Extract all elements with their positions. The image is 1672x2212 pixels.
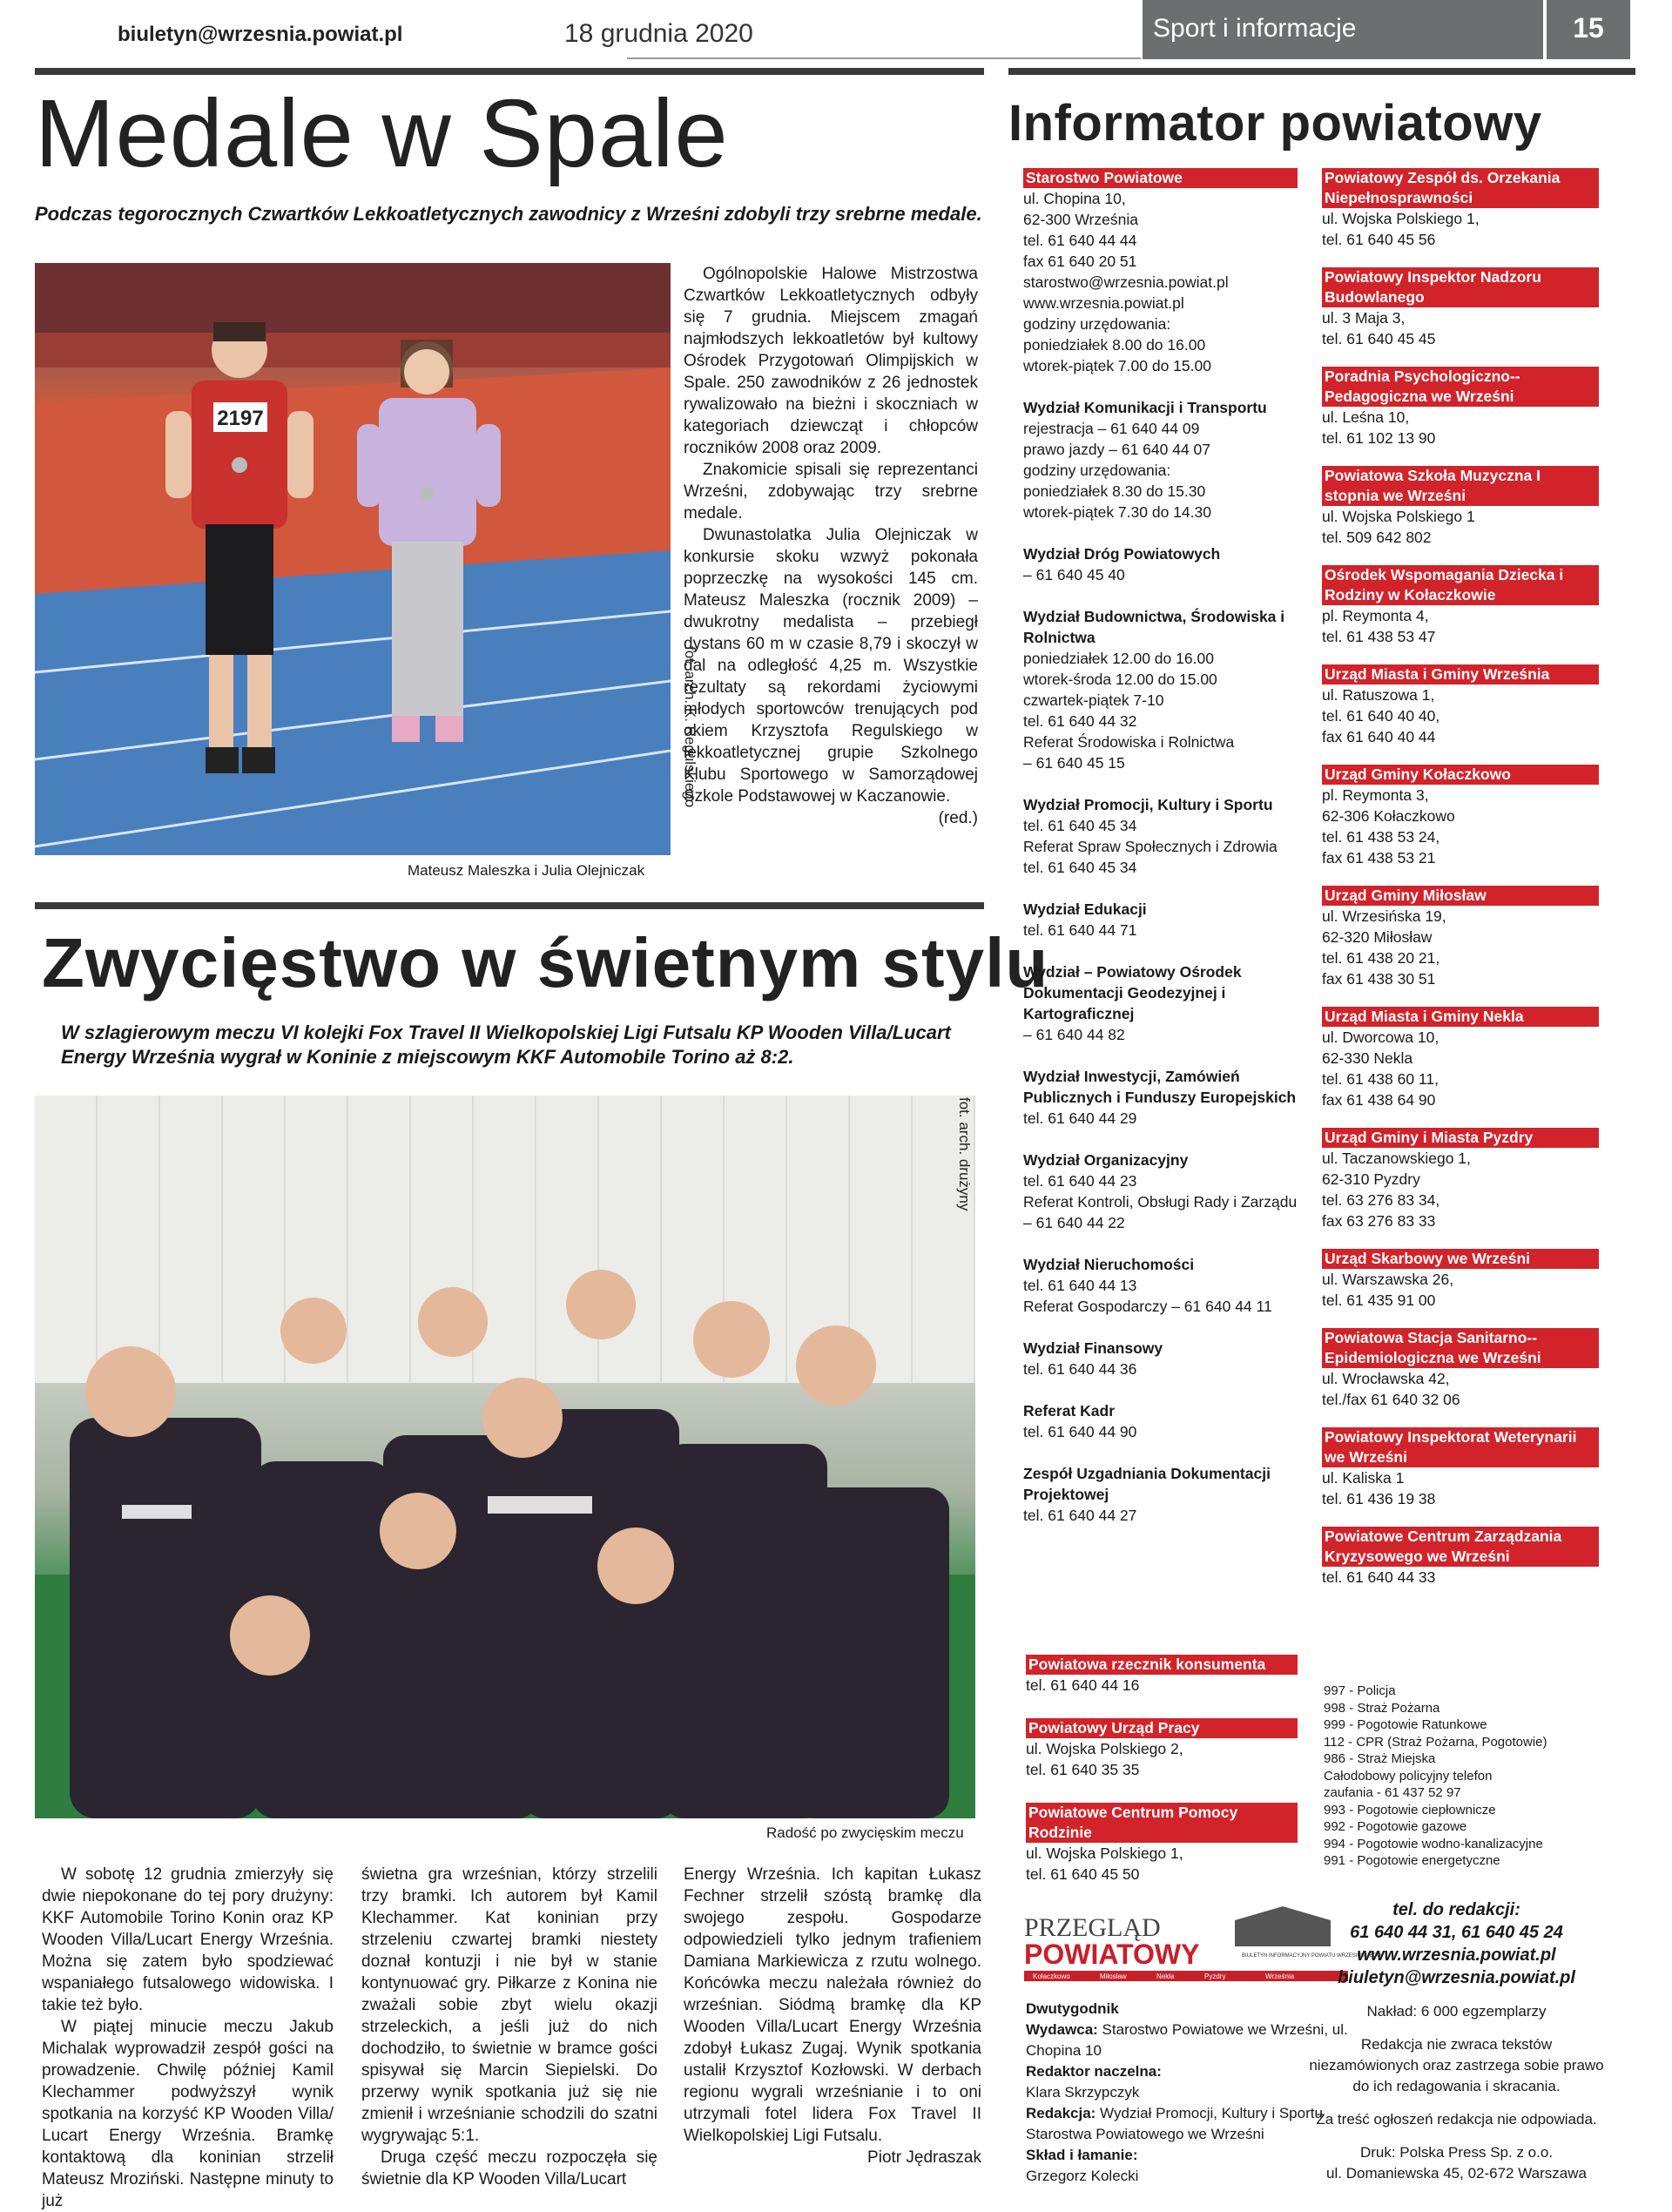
contact-phones: 61 640 44 31, 61 640 45 24 — [1350, 1923, 1563, 1942]
info-entry — [1023, 1400, 1298, 1442]
info-entry-heading: Ośrodek Wspomagania Dziecka i Rodziny w Kołaczkowie — [1322, 565, 1599, 605]
impressum-value: Starostwo Powiatowe we Wrześni, ul. Chopina 10 — [1026, 2021, 1348, 2059]
article-1-text — [684, 263, 978, 829]
paragraph: W piątej minucie meczu Jakub Michalak wyprowadził zespół gości na prowadzenie. Chwilę później Kamil Klechammer podwyższył wynik spotkania na korzyść KP Wooden Villa/ Lucart Energy Września. Bramkę kontaktową dla koninian strzelił Mateusz Mroziński. Następne minuty to już — [42, 2018, 334, 2210]
article-2-title: Zwycięstwo w świetnym stylu — [42, 924, 1049, 1001]
info-entry-heading: Starostwo Powiatowe — [1023, 168, 1298, 188]
info-entry — [1023, 397, 1298, 523]
info-entry-line: fax 61 438 53 21 — [1322, 849, 1436, 867]
info-entry-heading: Wydział Finansowy — [1023, 1339, 1163, 1357]
logo-town: Września — [1265, 1973, 1295, 1980]
info-entry-heading: Wydział Promocji, Kultury i Sportu — [1023, 796, 1273, 813]
info-entry-line: Referat Spraw Społecznych i Zdrowia — [1023, 838, 1278, 855]
contact-heading: tel. do redakcji: — [1392, 1900, 1520, 1919]
page-number: 15 — [1543, 0, 1630, 59]
info-entry-line: wtorek-piątek 7.30 do 14.30 — [1023, 503, 1211, 521]
info-entry-line: tel. 61 640 45 56 — [1322, 231, 1436, 248]
info-entry — [1322, 1328, 1599, 1410]
article-2-col-3 — [684, 1864, 981, 2168]
info-entry-line: ul. Wojska Polskiego 1 — [1322, 508, 1475, 525]
info-entry-line: tel. 61 640 44 71 — [1023, 921, 1137, 939]
info-entry-line: tel. 61 640 45 50 — [1026, 1865, 1140, 1883]
info-entry-line: tel. 61 640 44 29 — [1023, 1109, 1137, 1127]
info-entry-line: Referat Kontroli, Obsługi Rady i Zarządu – 61 640 44 22 — [1023, 1193, 1298, 1231]
info-entry-line: fax 61 640 40 44 — [1322, 728, 1436, 745]
emergency-number: Całodobowy policyjny telefon — [1324, 1768, 1493, 1784]
article-2-lead: W szlagierowym meczu VI kolejki Fox Travel II Wielkopolskiej Ligi Futsalu KP Wooden Villa/Lucart Energy Września wygrał w Koninie z miejscowym KKF Automobile Torino aż 8:2. — [61, 1022, 951, 1068]
info-entry-line: tel. 61 435 91 00 — [1322, 1291, 1436, 1309]
contact-email[interactable]: biuletyn@wrzesnia.powiat.pl — [1338, 1968, 1575, 1987]
article-rule — [35, 68, 984, 75]
info-entry-line: tel. 61 438 60 11, — [1322, 1070, 1439, 1088]
info-entry-line: 62-320 Miłosław — [1322, 928, 1433, 946]
info-entry-line: tel. 61 640 35 35 — [1026, 1761, 1140, 1778]
info-entry — [1023, 1338, 1298, 1379]
article-2-col-2 — [361, 1864, 657, 2190]
emergency-number: 992 - Pogotowie gazowe — [1324, 1819, 1467, 1834]
info-entry-line: tel. 61 438 53 24, — [1322, 828, 1440, 846]
info-entry-heading: Wydział Dróg Powiatowych — [1023, 545, 1221, 563]
przeglad-powiatowy-logo — [1017, 1905, 1381, 1983]
info-entry-line: tel. 61 438 20 21, — [1322, 949, 1440, 967]
info-entry-heading: Wydział Nieruchomości — [1023, 1256, 1195, 1273]
info-entry-line: tel. 61 640 44 32 — [1023, 712, 1137, 730]
article-1-body — [35, 263, 984, 890]
article-1-header — [35, 68, 984, 226]
emergency-number: 112 - CPR (Straż Pożarna, Pogotowie) — [1324, 1734, 1547, 1750]
info-entry-line: ul. Wojska Polskiego 1, — [1322, 210, 1480, 227]
info-entry-line: fax 61 640 20 51 — [1023, 253, 1137, 270]
info-entry-line: 62-310 Pyzdry — [1322, 1170, 1420, 1188]
impressum-value: Wydział Promocji, Kultury i Sportu Starostwa Powiatowego we Wrześni — [1026, 2105, 1323, 2142]
info-entry-heading: Wydział – Powiatowy Ośrodek Dokumentacji Geodezyjnej i Kartograficznej — [1023, 963, 1242, 1022]
info-entry-line: – 61 640 45 15 — [1023, 754, 1125, 772]
info-entry-heading: Urząd Miasta i Gminy Września — [1322, 664, 1599, 685]
informator-col-a2 — [1026, 1655, 1298, 1907]
section-label: Sport i informacje — [1143, 0, 1543, 59]
logo-town: Nekla — [1156, 1973, 1175, 1980]
info-entry-line: ul. 3 Maja 3, — [1322, 309, 1406, 327]
info-entry-line: tel. 61 640 44 23 — [1023, 1172, 1137, 1190]
info-entry-line: tel./fax 61 640 32 06 — [1322, 1391, 1460, 1408]
article-2-photo-credit: fot. arch. drużyny — [956, 1097, 973, 1211]
info-entry-line: www.wrzesnia.powiat.pl — [1023, 294, 1184, 312]
info-entry-line: tel. 509 642 802 — [1322, 529, 1432, 546]
paragraph: Druga część meczu rozpoczęła się świetnie dla KP Wooden Villa/Lucart — [361, 2148, 657, 2188]
info-entry — [1023, 543, 1298, 585]
bib-number: 2197 — [217, 407, 264, 430]
emergency-number: 991 - Pogotowie energetyczne — [1324, 1853, 1500, 1868]
impressum-line — [1026, 2166, 1348, 2187]
info-entry-line: tel. 61 640 44 27 — [1023, 1507, 1137, 1524]
article-2-col-1 — [42, 1864, 334, 2212]
circulation: Nakład: 6 000 egzemplarzy — [1366, 2003, 1547, 2020]
header-date: 18 grudnia 2020 — [564, 19, 753, 48]
info-entry-line: ul. Warszawska 26, — [1322, 1271, 1454, 1288]
impressum-line — [1026, 2103, 1348, 2145]
article-1-lead: Podczas tegorocznych Czwartków Lekkoatletycznych zawodnicy z Wrześni zdobyli trzy srebrne medale. — [35, 203, 982, 225]
paragraph: Ogólnopolskie Halowe Mistrzostwa Czwartków Lekkoatletycznych odbyły się 7 grudnia. Miejscem zmagań najmłodszych lekkoatletów był kultowy Ośrodek Przygotowań Olimpijskich w Spale. 250 zawodników z 26 jednostek rywalizowało na bieżni i skoczniach w kategoriach dziewcząt i chłopców roczników 2008 oraz 2009. — [684, 265, 978, 457]
info-entry-line: fax 63 276 83 33 — [1322, 1212, 1436, 1230]
info-entry-heading: Powiatowa Szkoła Muzyczna I stopnia we Wrześni — [1322, 466, 1599, 506]
info-entry — [1026, 1803, 1298, 1885]
info-entry — [1322, 565, 1599, 647]
info-entry-line: tel. 61 640 44 33 — [1322, 1568, 1436, 1586]
info-entry-heading: Urząd Gminy Miłosław — [1322, 886, 1599, 906]
impressum-line — [1026, 1999, 1348, 2020]
emergency-number: 997 - Policja — [1324, 1683, 1396, 1698]
printer-1: Druk: Polska Press Sp. z o.o. — [1359, 2144, 1554, 2161]
info-entry-line: godziny urzędowania: — [1023, 462, 1171, 479]
info-entry — [1023, 899, 1298, 941]
info-entry-heading: Urząd Gminy i Miasta Pyzdry — [1322, 1128, 1599, 1148]
info-entry-line: ul. Wrzesińska 19, — [1322, 907, 1446, 925]
info-entry-line: starostwo@wrzesnia.powiat.pl — [1023, 273, 1229, 291]
paragraph: Energy Września. Ich kapitan Łukasz Fechner strzelił szóstą bramkę dla swojego zespołu. Gospodarze odpowiedzieli tylko jednym trafieniem Damiana Markiewicza z rzutu wolnego. Końcówka meczu należała również do wrześnian. Siódmą bramkę dla KP Wooden Villa/Lucart Energy Września zdobył Łukasz Zugaj. Wynik spotkania ustalił Krzysztof Kozłowski. W derbach regionu wygrali wrześnianie i to oni utrzymali fotel lidera Fox Travel II Wielkopolskiej Ligi Futsalu. — [684, 1865, 981, 2145]
paragraph: świetna gra wrześnian, którzy strzelili trzy bramki. Ich autorem był Kamil Klechammer. Kat koninian przy strzeleniu czwartej bramki niestety doznał kontuzji i nie był w stanie kontynuować gry. Piłkarze z Konina nie zważali sobie zbyt wielu okazji strzeleckich, a jeśli już do nich dochodziło, to świetnie w bramce gości spisywał się Marcin Siepielski. Do przerwy wynik spotkania już się nie zmienił i wrześnianie schodzili do szatni wygrywając 5:1. — [361, 1865, 657, 2145]
impressum-label: Wydawca: — [1026, 2021, 1098, 2038]
emergency-numbers — [1324, 1683, 1601, 1870]
printer-2: ul. Domaniewska 45, 02-672 Warszawa — [1326, 2165, 1587, 2182]
informator-col-a — [1023, 168, 1298, 1547]
impressum-value: Grzegorz Kolecki — [1026, 2168, 1139, 2184]
info-entry-heading: Powiatowe Centrum Pomocy Rodzinie — [1026, 1803, 1298, 1843]
disclaimer-1: Redakcja nie zwraca tekstów niezamówionych oraz zastrzega sobie prawo do ich redagowania i skracania. — [1309, 2036, 1604, 2094]
info-entry-line: poniedziałek 12.00 do 16.00 — [1023, 650, 1214, 667]
info-entry-heading: Powiatowa Stacja Sanitarno--Epidemiologiczna we Wrześni — [1322, 1328, 1599, 1368]
info-entry — [1322, 664, 1599, 747]
info-entry — [1322, 765, 1599, 868]
article-2-signature: Piotr Jędraszak — [867, 2148, 981, 2167]
contact-www[interactable]: www.wrzesnia.powiat.pl — [1357, 1946, 1556, 1965]
info-entry — [1322, 1527, 1599, 1588]
info-entry — [1322, 1249, 1599, 1311]
info-entry-line: ul. Ratuszowa 1, — [1322, 686, 1435, 704]
info-entry-line: tel. 61 640 44 44 — [1023, 232, 1137, 249]
logo-town: Miłosław — [1100, 1973, 1127, 1980]
info-entry-line: godziny urzędowania: — [1023, 315, 1171, 333]
info-entry-heading: Urząd Gminy Kołaczkowo — [1322, 765, 1599, 785]
info-entry-line: poniedziałek 8.00 do 16.00 — [1023, 336, 1206, 354]
info-entry-line: ul. Wojska Polskiego 1, — [1026, 1844, 1183, 1862]
info-entry-line: czwartek-piątek 7-10 — [1023, 691, 1164, 709]
info-entry-line: tel. 61 438 53 47 — [1322, 628, 1436, 645]
info-entry-line: ul. Chopina 10, — [1023, 190, 1126, 207]
article-1-signature: (red.) — [938, 809, 978, 827]
paragraph: Znakomicie spisali się reprezentanci Wrześni, zdobywając trzy srebrne medale. — [684, 461, 978, 523]
info-entry-line: tel. 61 640 44 16 — [1026, 1676, 1140, 1694]
impressum-line — [1026, 2145, 1348, 2166]
info-entry-line: tel. 61 640 44 36 — [1023, 1360, 1137, 1378]
info-entry — [1322, 1427, 1599, 1509]
info-entry-heading: Zespół Uzgadniania Dokumentacji Projektowej — [1023, 1465, 1271, 1503]
info-entry — [1026, 1655, 1298, 1696]
info-entry — [1322, 367, 1599, 448]
logo-town: Kołaczkowo — [1033, 1973, 1070, 1980]
article-1-title: Medale w Spale — [35, 80, 729, 187]
article-1-photo-caption: Mateusz Maleszka i Julia Olejniczak — [408, 862, 645, 879]
impressum-label: Redakcja: — [1026, 2105, 1096, 2121]
logo-line-2: POWIATOWY — [1024, 1939, 1200, 1970]
article-2-photo-caption: Radość po zwycięskim meczu — [766, 1824, 964, 1841]
header-rule — [627, 57, 1141, 59]
info-entry-line: ul. Wrocławska 42, — [1322, 1370, 1450, 1387]
emergency-number: 999 - Pogotowie Ratunkowe — [1324, 1717, 1487, 1732]
informator-rule — [1008, 68, 1635, 75]
page-header — [0, 0, 1672, 61]
info-entry-line: ul. Leśna 10, — [1322, 408, 1410, 426]
info-entry-line: tel. 61 640 45 45 — [1322, 330, 1436, 347]
impressum-line — [1026, 2082, 1348, 2103]
info-entry — [1322, 1007, 1599, 1110]
article-2-photo — [35, 1096, 975, 1818]
info-entry-heading: Wydział Organizacyjny — [1023, 1151, 1189, 1169]
info-entry-line: – 61 640 45 40 — [1023, 566, 1125, 583]
info-entry-line: Referat Gospodarczy – 61 640 44 11 — [1023, 1298, 1272, 1315]
info-entry-heading: Wydział Komunikacji i Transportu — [1023, 399, 1267, 416]
info-entry-line: tel. 61 102 13 90 — [1322, 429, 1436, 447]
info-entry-line: tel. 61 640 45 34 — [1023, 817, 1137, 834]
info-entry-line: 62-300 Września — [1023, 211, 1138, 228]
info-entry-line: 62-330 Nekla — [1322, 1049, 1413, 1067]
emergency-number: zaufania - 61 437 52 97 — [1324, 1785, 1461, 1800]
header-email: biuletyn@wrzesnia.powiat.pl — [118, 23, 403, 46]
info-entry-heading: Powiatowy Inspektorat Weterynarii we Wrześni — [1322, 1427, 1599, 1467]
editorial-contact — [1306, 1898, 1607, 2184]
info-entry — [1023, 1150, 1298, 1233]
info-entry-line: tel. 61 640 45 34 — [1023, 859, 1137, 876]
info-entry-line: ul. Taczanowskiego 1, — [1322, 1150, 1471, 1167]
impressum-label: Dwutygodnik — [1026, 2000, 1119, 2017]
info-entry-line: wtorek-środa 12.00 do 15.00 — [1023, 671, 1217, 688]
article-1-photo — [35, 263, 671, 855]
info-entry — [1023, 1254, 1298, 1317]
informator-title: Informator powiatowy — [1008, 95, 1542, 152]
informator-col-b — [1322, 168, 1599, 1605]
info-entry-heading: Referat Kadr — [1023, 1402, 1116, 1420]
disclaimer-2: Za treść ogłoszeń redakcja nie odpowiada. — [1316, 2111, 1597, 2128]
article-1-photo-credit: fot. arch. K. Regulskiego — [682, 646, 698, 808]
info-entry-line: ul. Kaliska 1 — [1322, 1469, 1405, 1487]
info-entry-line: pl. Reymonta 4, — [1322, 607, 1429, 624]
info-entry-heading: Wydział Budownictwa, Środowiska i Rolnictwa — [1023, 608, 1285, 646]
info-entry-line: wtorek-piątek 7.00 do 15.00 — [1023, 357, 1211, 374]
info-entry-line: tel. 61 640 44 13 — [1023, 1277, 1137, 1294]
info-entry-line: fax 61 438 30 51 — [1322, 970, 1436, 988]
impressum — [1026, 1999, 1348, 2187]
article-rule — [35, 902, 984, 909]
info-entry-heading: Powiatowy Urząd Pracy — [1026, 1718, 1298, 1738]
logo-tagline: BIULETYN INFORMACYJNY POWIATU WRZESIŃSKIEGO — [1242, 1953, 1381, 1959]
info-entry-line: ul. Dworcowa 10, — [1322, 1028, 1439, 1046]
info-entry-line: Referat Środowiska i Rolnictwa — [1023, 733, 1235, 751]
info-entry — [1023, 794, 1298, 878]
info-entry-line: tel. 61 640 44 90 — [1023, 1423, 1137, 1440]
info-entry-line: tel. 61 640 40 40, — [1322, 707, 1440, 725]
info-entry — [1322, 886, 1599, 989]
info-entry — [1322, 466, 1599, 548]
info-entry — [1023, 168, 1298, 376]
info-entry — [1023, 961, 1298, 1045]
info-entry-line: pl. Reymonta 3, — [1322, 786, 1429, 804]
info-entry-heading: Wydział Inwestycji, Zamówień Publicznych i Funduszy Europejskich — [1023, 1068, 1297, 1106]
emergency-number: 986 - Straż Miejska — [1324, 1751, 1436, 1766]
info-entry-heading: Urząd Skarbowy we Wrześni — [1322, 1249, 1599, 1269]
info-entry-heading: Powiatowy Inspektor Nadzoru Budowlanego — [1322, 267, 1599, 307]
info-entry — [1322, 1128, 1599, 1231]
emergency-number: 993 - Pogotowie ciepłownicze — [1324, 1802, 1496, 1817]
impressum-line — [1026, 2061, 1348, 2082]
info-entry — [1023, 1066, 1298, 1129]
impressum-value: Klara Skrzypczyk — [1026, 2084, 1140, 2101]
info-entry-line: tel. 61 436 19 38 — [1322, 1490, 1436, 1507]
emergency-number: 998 - Straż Pożarna — [1324, 1700, 1440, 1716]
info-entry-line: fax 61 438 64 90 — [1322, 1091, 1436, 1109]
info-entry-line: – 61 640 44 82 — [1023, 1026, 1125, 1043]
impressum-line — [1026, 2020, 1348, 2061]
info-entry — [1322, 267, 1599, 349]
info-entry-heading: Urząd Miasta i Gminy Nekla — [1322, 1007, 1599, 1027]
logo-town: Pyzdry — [1204, 1973, 1226, 1980]
info-entry-heading: Powiatowa rzecznik konsumenta — [1026, 1655, 1298, 1675]
emergency-number: 994 - Pogotowie wodno-kanalizacyjne — [1324, 1836, 1543, 1851]
info-entry-heading: Poradnia Psychologiczno--Pedagogiczna we Wrześni — [1322, 367, 1599, 407]
info-entry-line: tel. 63 276 83 34, — [1322, 1191, 1440, 1209]
impressum-label: Redaktor naczelna: — [1026, 2063, 1162, 2080]
logo-line-1: PRZEGLĄD — [1024, 1913, 1161, 1942]
paragraph: Dwunastolatka Julia Olejniczak w konkursie skoku wzwyż pokonała poprzeczkę na wysokości 145 cm. Mateusz Maleszka (rocznik 2009) – dwukrotny medalista – przebiegł dystans 60 m w czasie 8,79 i skoczył w dal na odległość 4,25 m. Wszystkie rezultaty są rekordami życiowymi młodych sportowców trenujących pod okiem Krzysztofa Regulskiego w lekkoatletycznej grupie Szkolnego Klubu Sportowego w Samorządowej Szkole Podstawowej w Kaczanowie. — [684, 526, 978, 806]
info-entry-line: ul. Wojska Polskiego 2, — [1026, 1740, 1183, 1757]
info-entry-heading: Powiatowy Zespół ds. Orzekania Niepełnosprawności — [1322, 168, 1599, 208]
info-entry-line: prawo jazdy – 61 640 44 07 — [1023, 441, 1211, 458]
info-entry — [1023, 606, 1298, 773]
informator-header — [1008, 68, 1635, 152]
info-entry — [1322, 168, 1599, 250]
info-entry-line: poniedziałek 8.30 do 15.30 — [1023, 482, 1206, 500]
info-entry — [1026, 1718, 1298, 1780]
paragraph: W sobotę 12 grudnia zmierzyły się dwie niepokonane do tej pory drużyny: KKF Automobile Torino Konin oraz KP Wooden Villa/Lucart Energy Września. Można się zatem było spodziewać wspaniałego futsalowego widowiska. I takie też było. — [42, 1865, 334, 2014]
info-entry-heading: Powiatowe Centrum Zarządzania Kryzysowego we Wrześni — [1322, 1527, 1599, 1567]
info-entry-heading: Wydział Edukacji — [1023, 900, 1147, 918]
impressum-label: Skład i łamanie: — [1026, 2147, 1138, 2163]
info-entry — [1023, 1463, 1298, 1526]
info-entry-line: 62-306 Kołaczkowo — [1322, 807, 1455, 825]
info-entry-line: rejestracja – 61 640 44 09 — [1023, 420, 1200, 437]
